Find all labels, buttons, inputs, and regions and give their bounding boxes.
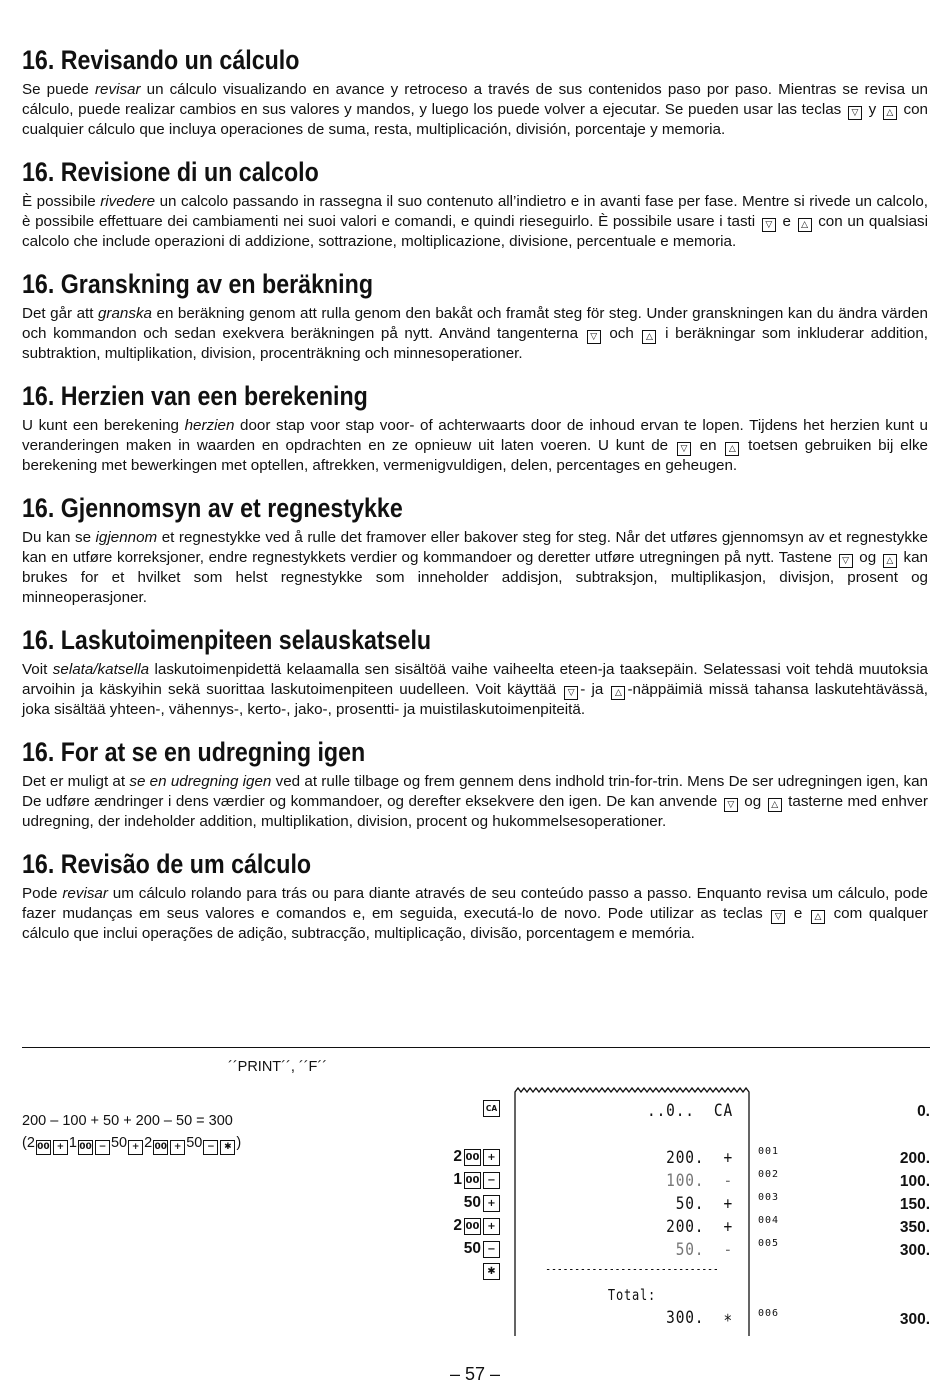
key-icon: ✱ bbox=[220, 1140, 235, 1155]
key-row bbox=[453, 1148, 500, 1166]
section-body: Pode revisar um cálculo rolando para trás ou para diante através de seu conteúdo passo a passo. Enquanto revisa um cálculo, pode fazer mudanças em seus valores e comandos e, em seguida, executá-lo de novo. Pode utilizar as teclas ▽ e △ com qualquer cálculo que inclui operações de adição, subtracção, multiplicação, divisão, porcentagem e memória. bbox=[22, 885, 928, 942]
section-title: 16. Herzien van een berekening bbox=[22, 381, 368, 411]
key-icon: 00 bbox=[464, 1172, 481, 1189]
sequence-text: 2 bbox=[144, 1135, 153, 1151]
section-title: 16. Laskutoimenpiteen selauskatselu bbox=[22, 625, 432, 655]
key-number: 1 bbox=[453, 1171, 462, 1188]
tape-line: 200. + bbox=[666, 1148, 733, 1168]
key-number: 2 bbox=[453, 1148, 462, 1165]
tape-line: Total: bbox=[607, 1286, 657, 1304]
key-icon: + bbox=[483, 1195, 500, 1212]
key-icon: + bbox=[170, 1140, 185, 1155]
key-icon: ✱ bbox=[483, 1263, 500, 1280]
example-key-sequence bbox=[22, 1132, 241, 1155]
key-icon: + bbox=[53, 1140, 68, 1155]
down-key-icon: ▽ bbox=[677, 442, 691, 456]
divider bbox=[22, 1047, 930, 1048]
key-row bbox=[453, 1171, 500, 1189]
tape-line: 200. + bbox=[666, 1217, 733, 1237]
up-key-icon: △ bbox=[798, 218, 812, 232]
key-number: 2 bbox=[453, 1217, 462, 1234]
sequence-text: 50 bbox=[186, 1135, 203, 1151]
step-counter: 006 bbox=[758, 1308, 780, 1319]
key-number: 50 bbox=[463, 1240, 481, 1257]
section-title: 16. For at se en udregning igen bbox=[22, 737, 366, 767]
up-key-icon: △ bbox=[883, 106, 897, 120]
display-value: 300. bbox=[899, 1242, 930, 1259]
display-value: 350. bbox=[899, 1219, 930, 1236]
section bbox=[22, 736, 928, 832]
up-key-icon: △ bbox=[768, 798, 782, 812]
sequence-text: 1 bbox=[68, 1135, 77, 1151]
key-icon: − bbox=[483, 1241, 500, 1258]
sequence-text: ) bbox=[236, 1135, 242, 1151]
tape-line: 300. ∗ bbox=[666, 1308, 733, 1328]
sequence-text: (2 bbox=[22, 1135, 35, 1151]
down-key-icon: ▽ bbox=[587, 330, 601, 344]
tape-line: 50. - bbox=[675, 1240, 733, 1260]
display-value: 0. bbox=[917, 1103, 930, 1120]
section-title: 16. Granskning av en beräkning bbox=[22, 269, 374, 299]
section bbox=[22, 492, 928, 608]
tape-line: 50. + bbox=[675, 1194, 733, 1214]
key-icon: + bbox=[483, 1149, 500, 1166]
tape-line: ------------------------------ bbox=[545, 1262, 719, 1276]
key-icon: 00 bbox=[78, 1140, 93, 1155]
printout-tape bbox=[513, 1086, 751, 1338]
section bbox=[22, 848, 928, 944]
example-formula bbox=[22, 1110, 241, 1155]
section-body: Du kan se igjennom et regnestykke ved å rulle det framover eller bakover steg for steg. Når det utføres gjennomsyn av et regnestykke kan en utføre korreksjoner, endre regnestykkets verdier og kommandoer og deretter utføre utregningen på nytt. Tastene ▽ og △ kan brukes for et hvilket som helst regnestykke som inneholder addisjon, subtraksjon, multiplikasjon, divisjon, prosent og minneoperasjoner. bbox=[22, 529, 928, 606]
up-key-icon: △ bbox=[883, 554, 897, 568]
down-key-icon: ▽ bbox=[564, 686, 578, 700]
up-key-icon: △ bbox=[811, 910, 825, 924]
step-counter: 002 bbox=[758, 1169, 780, 1180]
sequence-text: 50 bbox=[110, 1135, 128, 1151]
key-row bbox=[453, 1217, 500, 1235]
section bbox=[22, 380, 928, 476]
key-icon: − bbox=[95, 1140, 110, 1155]
display-value: 300. bbox=[899, 1311, 930, 1328]
display-value: 100. bbox=[899, 1173, 930, 1190]
step-counter: 003 bbox=[758, 1192, 780, 1203]
key-icon: + bbox=[128, 1140, 143, 1155]
key-icon: − bbox=[203, 1140, 218, 1155]
down-key-icon: ▽ bbox=[848, 106, 862, 120]
example-equation: 200 – 100 + 50 + 200 – 50 = 300 bbox=[22, 1113, 233, 1129]
display-value: 150. bbox=[899, 1196, 930, 1213]
key-icon: − bbox=[483, 1172, 500, 1189]
section-title: 16. Revisione di un calcolo bbox=[22, 157, 319, 187]
manual-page bbox=[22, 44, 928, 960]
key-icon: 00 bbox=[464, 1218, 481, 1235]
tape-line: 100. - bbox=[666, 1171, 733, 1191]
section bbox=[22, 156, 928, 252]
key-number: 50 bbox=[463, 1194, 481, 1211]
down-key-icon: ▽ bbox=[724, 798, 738, 812]
section-body: U kunt een berekening herzien door stap voor stap voor- of achterwaarts door de inhoud ervan te lopen. Tijdens het herzien kunt u veranderingen maken in waarden en opdrachten en ze opnieuw uit laten voeren. U kunt de ▽ en △ toetsen gebruiken bij elke berekening met bewerkingen met optellen, aftrekken, vermenigvuldigen, delen, percentages en geheugen. bbox=[22, 417, 928, 474]
step-counter: 005 bbox=[758, 1238, 780, 1249]
down-key-icon: ▽ bbox=[771, 910, 785, 924]
key-row bbox=[483, 1263, 500, 1280]
page-number: – 57 – bbox=[449, 1364, 501, 1384]
section-body: Det er muligt at se en udregning igen ved at rulle tilbage og frem gennem dens indhold trin-for-trin. Mens De ser udregningen igen, kan De udføre ændringer i dens værdier og kommandoer, og derefter eksekvere den igen. De kan anvende ▽ og △ tasterne med enhver udregning, der indeholder addition, multiplikation, division, procent og hukommelsesoperationer. bbox=[22, 773, 929, 830]
key-row bbox=[464, 1240, 500, 1258]
section-title: 16. Revisão de um cálculo bbox=[22, 849, 312, 879]
section-title: 16. Revisando un cálculo bbox=[22, 45, 300, 75]
step-counter: 001 bbox=[758, 1146, 780, 1157]
section-body: È possibile rivedere un calcolo passando in rassegna il suo contenuto all’indietro e in avanti fase per fase. Mentre si rivede un calcolo, è possibile effettuare dei cambiamenti nei suoi valori e comandi, e quindi rieseguirlo. È possibile usare i tasti ▽ e △ con un qualsiasi calcolo che include operazioni di addizione, sottrazione, moltiplicazione, divisione, percentuale e memoria. bbox=[22, 193, 929, 250]
down-key-icon: ▽ bbox=[762, 218, 776, 232]
section-title: 16. Gjennomsyn av et regnestykke bbox=[22, 493, 403, 523]
key-row bbox=[464, 1194, 500, 1212]
up-key-icon: △ bbox=[642, 330, 656, 344]
section bbox=[22, 268, 928, 364]
down-key-icon: ▽ bbox=[839, 554, 853, 568]
step-counter: 004 bbox=[758, 1215, 780, 1226]
section-body: Det går att granska en beräkning genom att rulla genom den bakåt och framåt steg för steg. Under granskningen kan du ändra värden och kommandon och sedan exekvera beräkningen på nytt. Använd tangenterna ▽ och △ i beräkningar som inkluderar addition, subtraktion, multiplikation, division, procenträkning och minnesoperationer. bbox=[22, 305, 928, 362]
key-icon: + bbox=[483, 1218, 500, 1235]
up-key-icon: △ bbox=[611, 686, 625, 700]
section bbox=[22, 624, 928, 720]
section-body: Se puede revisar un cálculo visualizando en avance y retroceso a través de sus contenidos paso por paso. Mientras se revisa un cálculo, puede realizar cambios en sus valores y mandos, y luego los puede volver a ejecutar. Se pueden usar las teclas ▽ y △ con cualquier cálculo que incluya operaciones de suma, resta, multiplicación, división, porcentaje y memoria. bbox=[22, 81, 928, 138]
mode-label: ´´PRINT´´, ´´F´´ bbox=[228, 1059, 328, 1075]
key-icon: 00 bbox=[36, 1140, 51, 1155]
up-key-icon: △ bbox=[725, 442, 739, 456]
key-row bbox=[483, 1100, 500, 1117]
section-body: Voit selata/katsella laskutoimenpidettä kelaamalla sen sisältöä vaihe vaiheelta eteen-ja taaksepäin. Selatessasi voit tehdä muutoksia arvoihin ja käskyihin sekä suorittaa laskutoimenpiteen uudelleen. Voit käyttää ▽ - ja △ -näppäimiä missä tahansa laskutehtävässä, joka sisältää yhteen-, vähennys-, kerto-, jako-, prosentti- ja muistilaskutoimenpiteitä. bbox=[22, 661, 928, 718]
tape-line: ..0.. CA bbox=[647, 1101, 733, 1121]
display-value: 200. bbox=[899, 1150, 930, 1167]
section bbox=[22, 44, 928, 140]
key-icon: 00 bbox=[464, 1149, 481, 1166]
key-icon: CA bbox=[483, 1100, 500, 1117]
key-icon: 00 bbox=[153, 1140, 168, 1155]
